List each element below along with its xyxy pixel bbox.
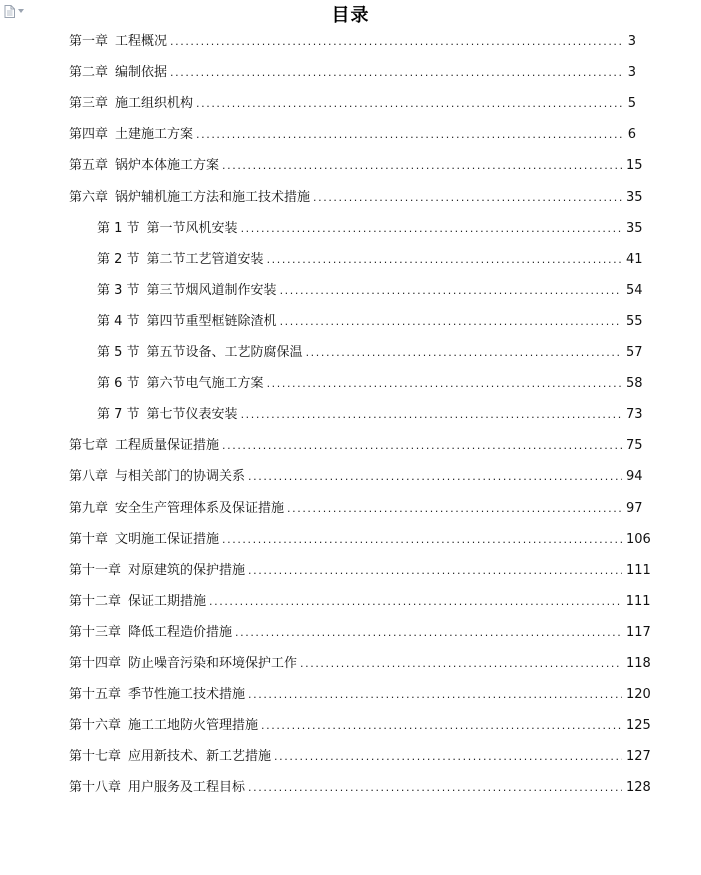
toc-entry[interactable] (97, 312, 643, 332)
toc-entry-number: 第一章 (69, 34, 109, 49)
toc-entry[interactable] (69, 654, 651, 674)
dot-leader (241, 405, 622, 425)
toc-entry-page-number: 94 (626, 469, 643, 484)
dot-leader (248, 467, 622, 487)
dot-leader (222, 530, 622, 550)
toc-entry[interactable] (69, 778, 651, 798)
toc-entry-page-number: 58 (626, 376, 643, 391)
toc-entry-number: 第六章 (69, 190, 109, 205)
toc-entry-page-number: 3 (627, 34, 636, 49)
toc-entry[interactable] (69, 685, 651, 705)
toc-entry-title: 第四节重型框链除渣机 (146, 314, 277, 329)
dot-leader (267, 250, 622, 270)
toc-entry-number: 第十四章 (69, 656, 122, 671)
toc-entry-number: 第 7 节 (97, 407, 140, 422)
dot-leader (280, 281, 622, 301)
toc-entry-number: 第四章 (69, 127, 109, 142)
dot-leader (248, 778, 622, 798)
dot-leader (280, 312, 622, 332)
toc-entry-number: 第二章 (69, 65, 109, 80)
toc-entry-number: 第 2 节 (97, 252, 140, 267)
toc-entry[interactable] (69, 561, 651, 581)
toc-title: 目录 (331, 5, 370, 26)
toc-entry[interactable] (69, 188, 643, 208)
dot-leader (313, 188, 622, 208)
dot-leader (170, 63, 622, 83)
dot-leader (241, 219, 622, 239)
dot-leader (287, 499, 622, 519)
toc-entry-title: 保证工期措施 (128, 594, 207, 609)
toc-entry-number: 第 4 节 (97, 314, 140, 329)
toc-entry-page-number: 120 (626, 687, 651, 702)
toc-entry[interactable] (97, 374, 643, 394)
toc-entry-title: 对原建筑的保护措施 (128, 563, 246, 578)
toc-entry[interactable] (69, 592, 651, 612)
toc-entry[interactable] (69, 436, 643, 456)
toc-entry[interactable] (69, 747, 651, 767)
toc-entry-title: 施工工地防火管理措施 (128, 718, 259, 733)
toc-entry-page-number: 125 (626, 718, 651, 733)
toc-entry-number: 第九章 (69, 501, 109, 516)
dot-leader (274, 747, 622, 767)
toc-entry-page-number: 106 (626, 532, 651, 547)
toc-entry-page-number: 6 (627, 127, 636, 142)
toc-entry-number: 第 1 节 (97, 221, 140, 236)
toc-entry-number: 第 5 节 (97, 345, 140, 360)
toc-entry-title: 第七节仪表安装 (146, 407, 238, 422)
toc-entry-title: 安全生产管理体系及保证措施 (115, 501, 285, 516)
dot-leader (261, 716, 622, 736)
toc-entry[interactable] (69, 623, 651, 643)
toc-entry-title: 锅炉本体施工方案 (115, 158, 220, 173)
toc-entry-number: 第十六章 (69, 718, 122, 733)
toc-entry-page-number: 41 (626, 252, 643, 267)
toc-entry-title: 第六节电气施工方案 (146, 376, 264, 391)
toc-entry-title: 第二节工艺管道安装 (146, 252, 264, 267)
toc-entry-number: 第十章 (69, 532, 109, 547)
dot-leader (267, 374, 622, 394)
toc-entry[interactable] (97, 250, 643, 270)
toc-entry-title: 土建施工方案 (115, 127, 194, 142)
toc-entry-number: 第五章 (69, 158, 109, 173)
toc-entry-page-number: 111 (625, 594, 651, 609)
dot-leader (300, 654, 622, 674)
dot-leader (248, 685, 622, 705)
toc-entry-title: 第三节烟风道制作安装 (146, 283, 277, 298)
toc-entry-title: 第五节设备、工艺防腐保温 (146, 345, 303, 360)
toc-entry-page-number: 75 (626, 438, 643, 453)
toc-entry-title: 第一节风机安装 (146, 221, 238, 236)
toc-entry-page-number: 5 (627, 96, 636, 111)
toc-entry-page-number: 15 (626, 158, 643, 173)
toc-entry-page-number: 73 (626, 407, 643, 422)
toc-entry[interactable] (69, 156, 643, 176)
toc-entry-number: 第十八章 (69, 780, 122, 795)
toc-entry-number: 第 6 节 (97, 376, 140, 391)
toc-entry-title: 降低工程造价措施 (128, 625, 233, 640)
toc-entry-page-number: 111 (626, 563, 651, 578)
toc-entry[interactable] (69, 32, 636, 52)
toc-entry-number: 第十二章 (69, 594, 122, 609)
toc-entry-page-number: 128 (626, 780, 651, 795)
toc-entry-title: 季节性施工技术措施 (128, 687, 246, 702)
toc-entry-title: 工程质量保证措施 (115, 438, 220, 453)
dot-leader (196, 94, 622, 114)
toc-entry-title: 与相关部门的协调关系 (115, 469, 246, 484)
toc-entry-page-number: 118 (626, 656, 651, 671)
toc-entry[interactable] (97, 405, 643, 425)
dot-leader (209, 592, 622, 612)
toc-entry-title: 编制依据 (115, 65, 168, 80)
toc-entry-number: 第八章 (69, 469, 109, 484)
toc-entry[interactable] (69, 125, 636, 145)
dot-leader (222, 436, 622, 456)
toc-entry[interactable] (97, 343, 643, 363)
toc-entry[interactable] (69, 499, 643, 519)
toc-entry-title: 防止噪音污染和环境保护工作 (128, 656, 298, 671)
dot-leader (248, 561, 622, 581)
toc-entry[interactable] (69, 716, 651, 736)
toc-entry[interactable] (69, 94, 636, 114)
dot-leader (196, 125, 622, 145)
toc-entry-title: 锅炉辅机施工方法和施工技术措施 (115, 190, 311, 205)
dot-leader (235, 623, 622, 643)
toc-entry-title: 施工组织机构 (115, 96, 194, 111)
toc-entry-title: 用户服务及工程目标 (128, 780, 246, 795)
dot-leader (306, 343, 622, 363)
dot-leader (170, 32, 622, 52)
toc-entry-page-number: 55 (626, 314, 643, 329)
toc-entry-page-number: 57 (626, 345, 643, 360)
toc-entry-number: 第十一章 (69, 563, 122, 578)
toc-entry-page-number: 117 (626, 625, 651, 640)
toc-entry-page-number: 54 (626, 283, 643, 298)
toc-entry[interactable] (69, 530, 651, 550)
toc-entry-number: 第十五章 (69, 687, 122, 702)
toc-entry[interactable] (69, 467, 643, 487)
toc-entry-number: 第十三章 (69, 625, 122, 640)
toc-entry-page-number: 35 (626, 190, 643, 205)
toc-entry-title: 工程概况 (115, 34, 168, 49)
toc-entry[interactable] (97, 281, 643, 301)
toc-entry-title: 文明施工保证措施 (115, 532, 220, 547)
dot-leader (222, 156, 622, 176)
toc-entry-page-number: 35 (626, 221, 643, 236)
toc-entry-number: 第 3 节 (97, 283, 140, 298)
toc-entry-number: 第十七章 (69, 749, 122, 764)
toc-entry-number: 第七章 (69, 438, 109, 453)
toc-entry[interactable] (69, 63, 636, 83)
toc-entry-page-number: 97 (626, 501, 643, 516)
toc-entry[interactable] (97, 219, 643, 239)
toc-entry-title: 应用新技术、新工艺措施 (128, 749, 272, 764)
toc-entry-page-number: 3 (627, 65, 636, 80)
toc-entry-page-number: 127 (626, 749, 651, 764)
toc-entry-number: 第三章 (69, 96, 109, 111)
